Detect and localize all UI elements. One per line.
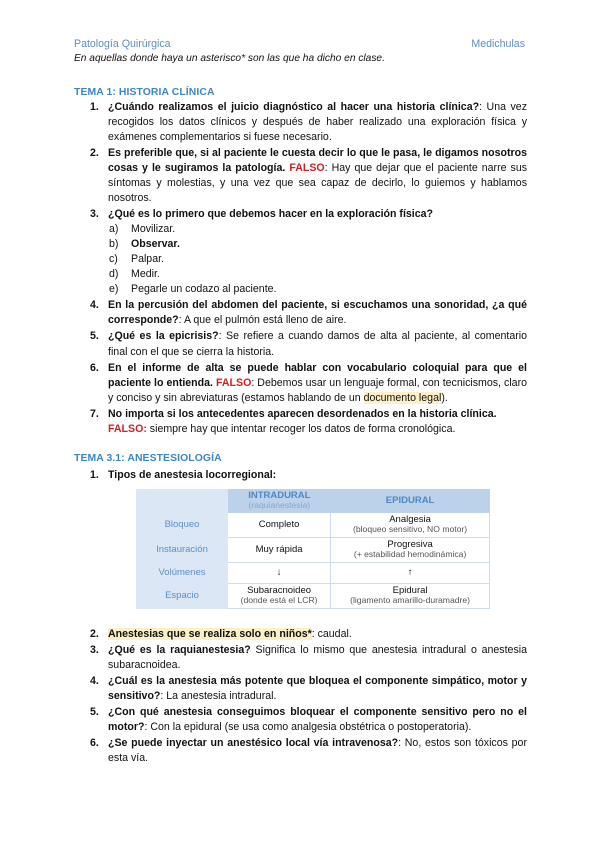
list-item: 3. ¿Qué es lo primero que debemos hacer en la exploración física? [90,208,433,221]
col-header-intradural: INTRADURAL (raquianestesia) [228,489,331,513]
header-subject: Patología Quirúrgica [74,38,171,50]
intro-note: En aquellas donde haya un asterisco* son las que ha dicho en clase. [74,53,385,64]
tema31-item1 [74,468,527,484]
option-item: b) Observar. [109,238,180,251]
header-brand: Medichulas [471,38,525,50]
list-item: 6. En el informe de alta se puede hablar con vocabulario coloquial para que el paciente lo entienda. FALSO: Debemos usar un lenguaje formal, con tecnicismos, claro y conciso y sin abreviaturas (estamos hablando de un documento legal). [90,361,527,404]
list-item: 2. Anestesias que se realiza solo en niños*: caudal. [90,628,352,640]
option-item: a) Movilizar. [109,223,176,236]
list-item: 5. ¿Con qué anestesia conseguimos bloquear el componente sensitivo pero no el motor?: Con la epidural (se usa como analgesia obstétrica o postoperatoria). [90,706,527,734]
tema31-title: TEMA 3.1: ANESTESIOLOGÍA [74,453,222,464]
option-item: d) Medir. [109,268,160,281]
list-item: 1. ¿Cuándo realizamos el juicio diagnóstico al hacer una historia clínica?: Una vez recogidos los datos clínicos y después de haber realizado una exploración física y exámenes complementarios si fuese necesario. [90,101,527,144]
option-item: e) Pegarle un codazo al paciente. [109,283,277,296]
list-item: 1. Tipos de anestesia locorregional: [90,469,277,481]
table-row: Espacio Subaracnoideo (donde está el LCR) Epidural (ligamento amarillo-duramadre) [136,584,490,609]
table-row: Bloqueo Completo Analgesia (bloqueo sensitivo, NO motor) [136,513,490,538]
list-item: 3. ¿Qué es la raquianestesia? Significa lo mismo que anestesia intradural o anestesia subaracnoidea. [90,644,527,672]
tema31-items [74,627,527,767]
option-item: c) Palpar. [109,253,164,266]
page-header [74,37,525,52]
table-row: Instauración Muy rápida Progresiva (+ estabilidad hemodinámica) [136,538,490,563]
tema1-title: TEMA 1: HISTORIA CLÍNICA [74,87,215,98]
list-item: 2. Es preferible que, si al paciente le cuesta decir lo que le pasa, le digamos nosotros cosas y le sugiramos la patología. FALSO: Hay que dejar que el paciente narre sus síntomas y molestias, y una vez que sea capaz de decirlo, lo guiemos y hablamos nosotros. [90,147,528,205]
list-item: 5. ¿Qué es la epicrisis?: Se refiere a cuando damos de alta al paciente, al comentario final con el que se cierra la historia. [90,330,527,358]
list-item: 6. ¿Se puede inyectar un anestésico local vía intravenosa?: No, estos son tóxicos por esta vía. [90,737,527,765]
table-row: Volúmenes ↓ ↑ [136,563,490,584]
list-item: 4. ¿Cuál es la anestesia más potente que bloquea el componente simpático, motor y sensitivo?: La anestesia intradural. [90,675,527,703]
anesthesia-table [136,489,490,609]
tema1-section [74,100,527,438]
options-block [74,222,527,297]
list-item: 4. En la percusión del abdomen del paciente, si escuchamos una sonoridad, ¿a qué corresponde?: A que el pulmón está lleno de aire. [90,299,527,327]
list-item: 7. No importa si los antecedentes aparecen desordenados en la historia clínica. FALSO: siempre hay que intentar recoger los datos de forma cronológica. [90,407,497,435]
col-header-epidural: EPIDURAL [331,489,490,513]
table-corner [136,489,228,513]
